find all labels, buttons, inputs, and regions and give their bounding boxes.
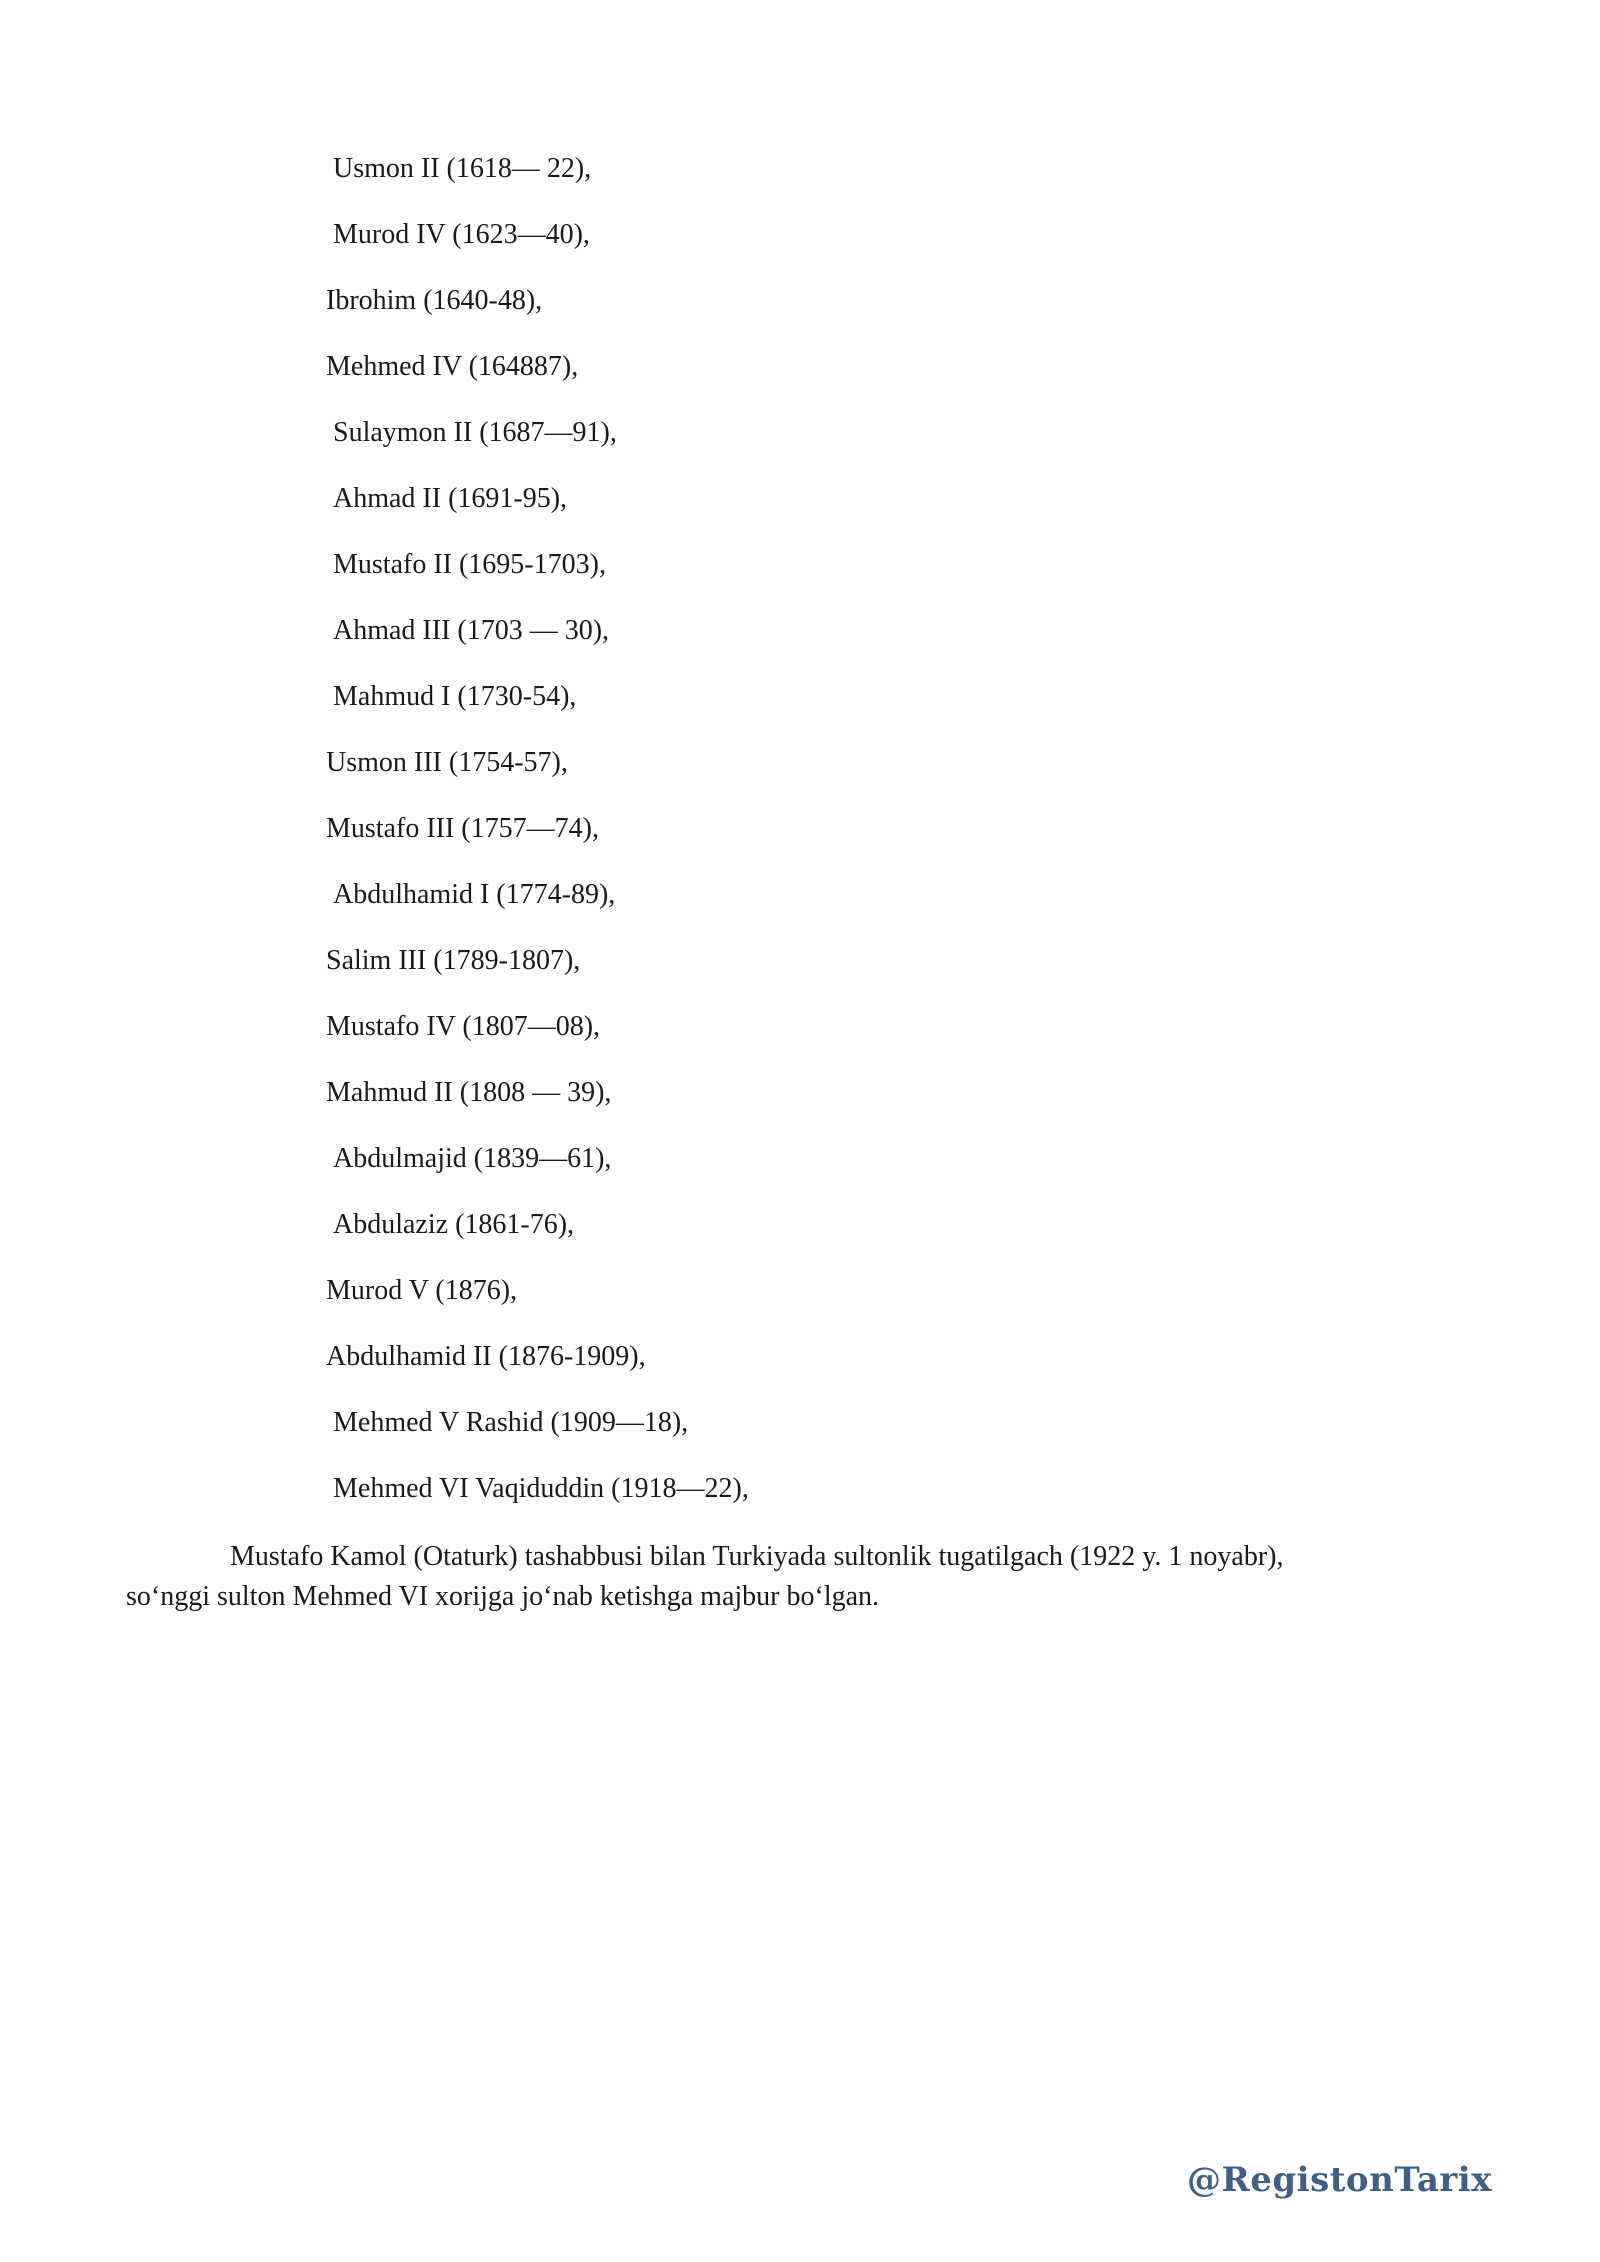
closing-paragraph: Mustafo Kamol (Otaturk) tashabbusi bilan Turkiyada sultonlik tugatilgach (1922 y. 1 noyabr), so‘nggi sulton Mehmed VI xorijga jo‘nab ketishga majbur bo‘lgan.: [126, 1541, 1284, 1612]
ruler-line: Mehmed V Rashid (1909—18),: [333, 1407, 689, 1438]
ruler-line: Mehmed IV (164887),: [326, 351, 579, 382]
ruler-line: Mustafo IV (1807—08),: [326, 1011, 601, 1042]
ruler-line: Abdulaziz (1861-76),: [333, 1209, 575, 1240]
ruler-line: Sulaymon II (1687—91),: [333, 417, 617, 448]
ruler-line: Murod V (1876),: [326, 1275, 518, 1306]
ruler-line: Mehmed VI Vaqiduddin (1918—22),: [333, 1473, 749, 1504]
ruler-line: Murod IV (1623—40),: [333, 219, 590, 250]
ruler-line: Salim III (1789-1807),: [326, 945, 581, 976]
ruler-line: Usmon II (1618— 22),: [333, 153, 592, 184]
ruler-line: Ibrohim (1640-48),: [326, 285, 543, 316]
channel-watermark: @RegistonTarix: [1187, 2160, 1492, 2200]
ruler-line: Ahmad II (1691-95),: [333, 483, 568, 514]
ruler-line: Mahmud I (1730-54),: [333, 681, 577, 712]
ruler-line: Abdulhamid II (1876-1909),: [326, 1341, 646, 1372]
ruler-line: Abdulhamid I (1774-89),: [333, 879, 616, 910]
ruler-line: Usmon III (1754-57),: [326, 747, 568, 778]
ruler-line: Mahmud II (1808 — 39),: [326, 1077, 612, 1108]
ruler-line: Abdulmajid (1839—61),: [333, 1143, 612, 1174]
ruler-line: Mustafo II (1695-1703),: [333, 549, 606, 580]
ruler-line: Ahmad III (1703 — 30),: [333, 615, 610, 646]
ruler-line: Mustafo III (1757—74),: [326, 813, 599, 844]
